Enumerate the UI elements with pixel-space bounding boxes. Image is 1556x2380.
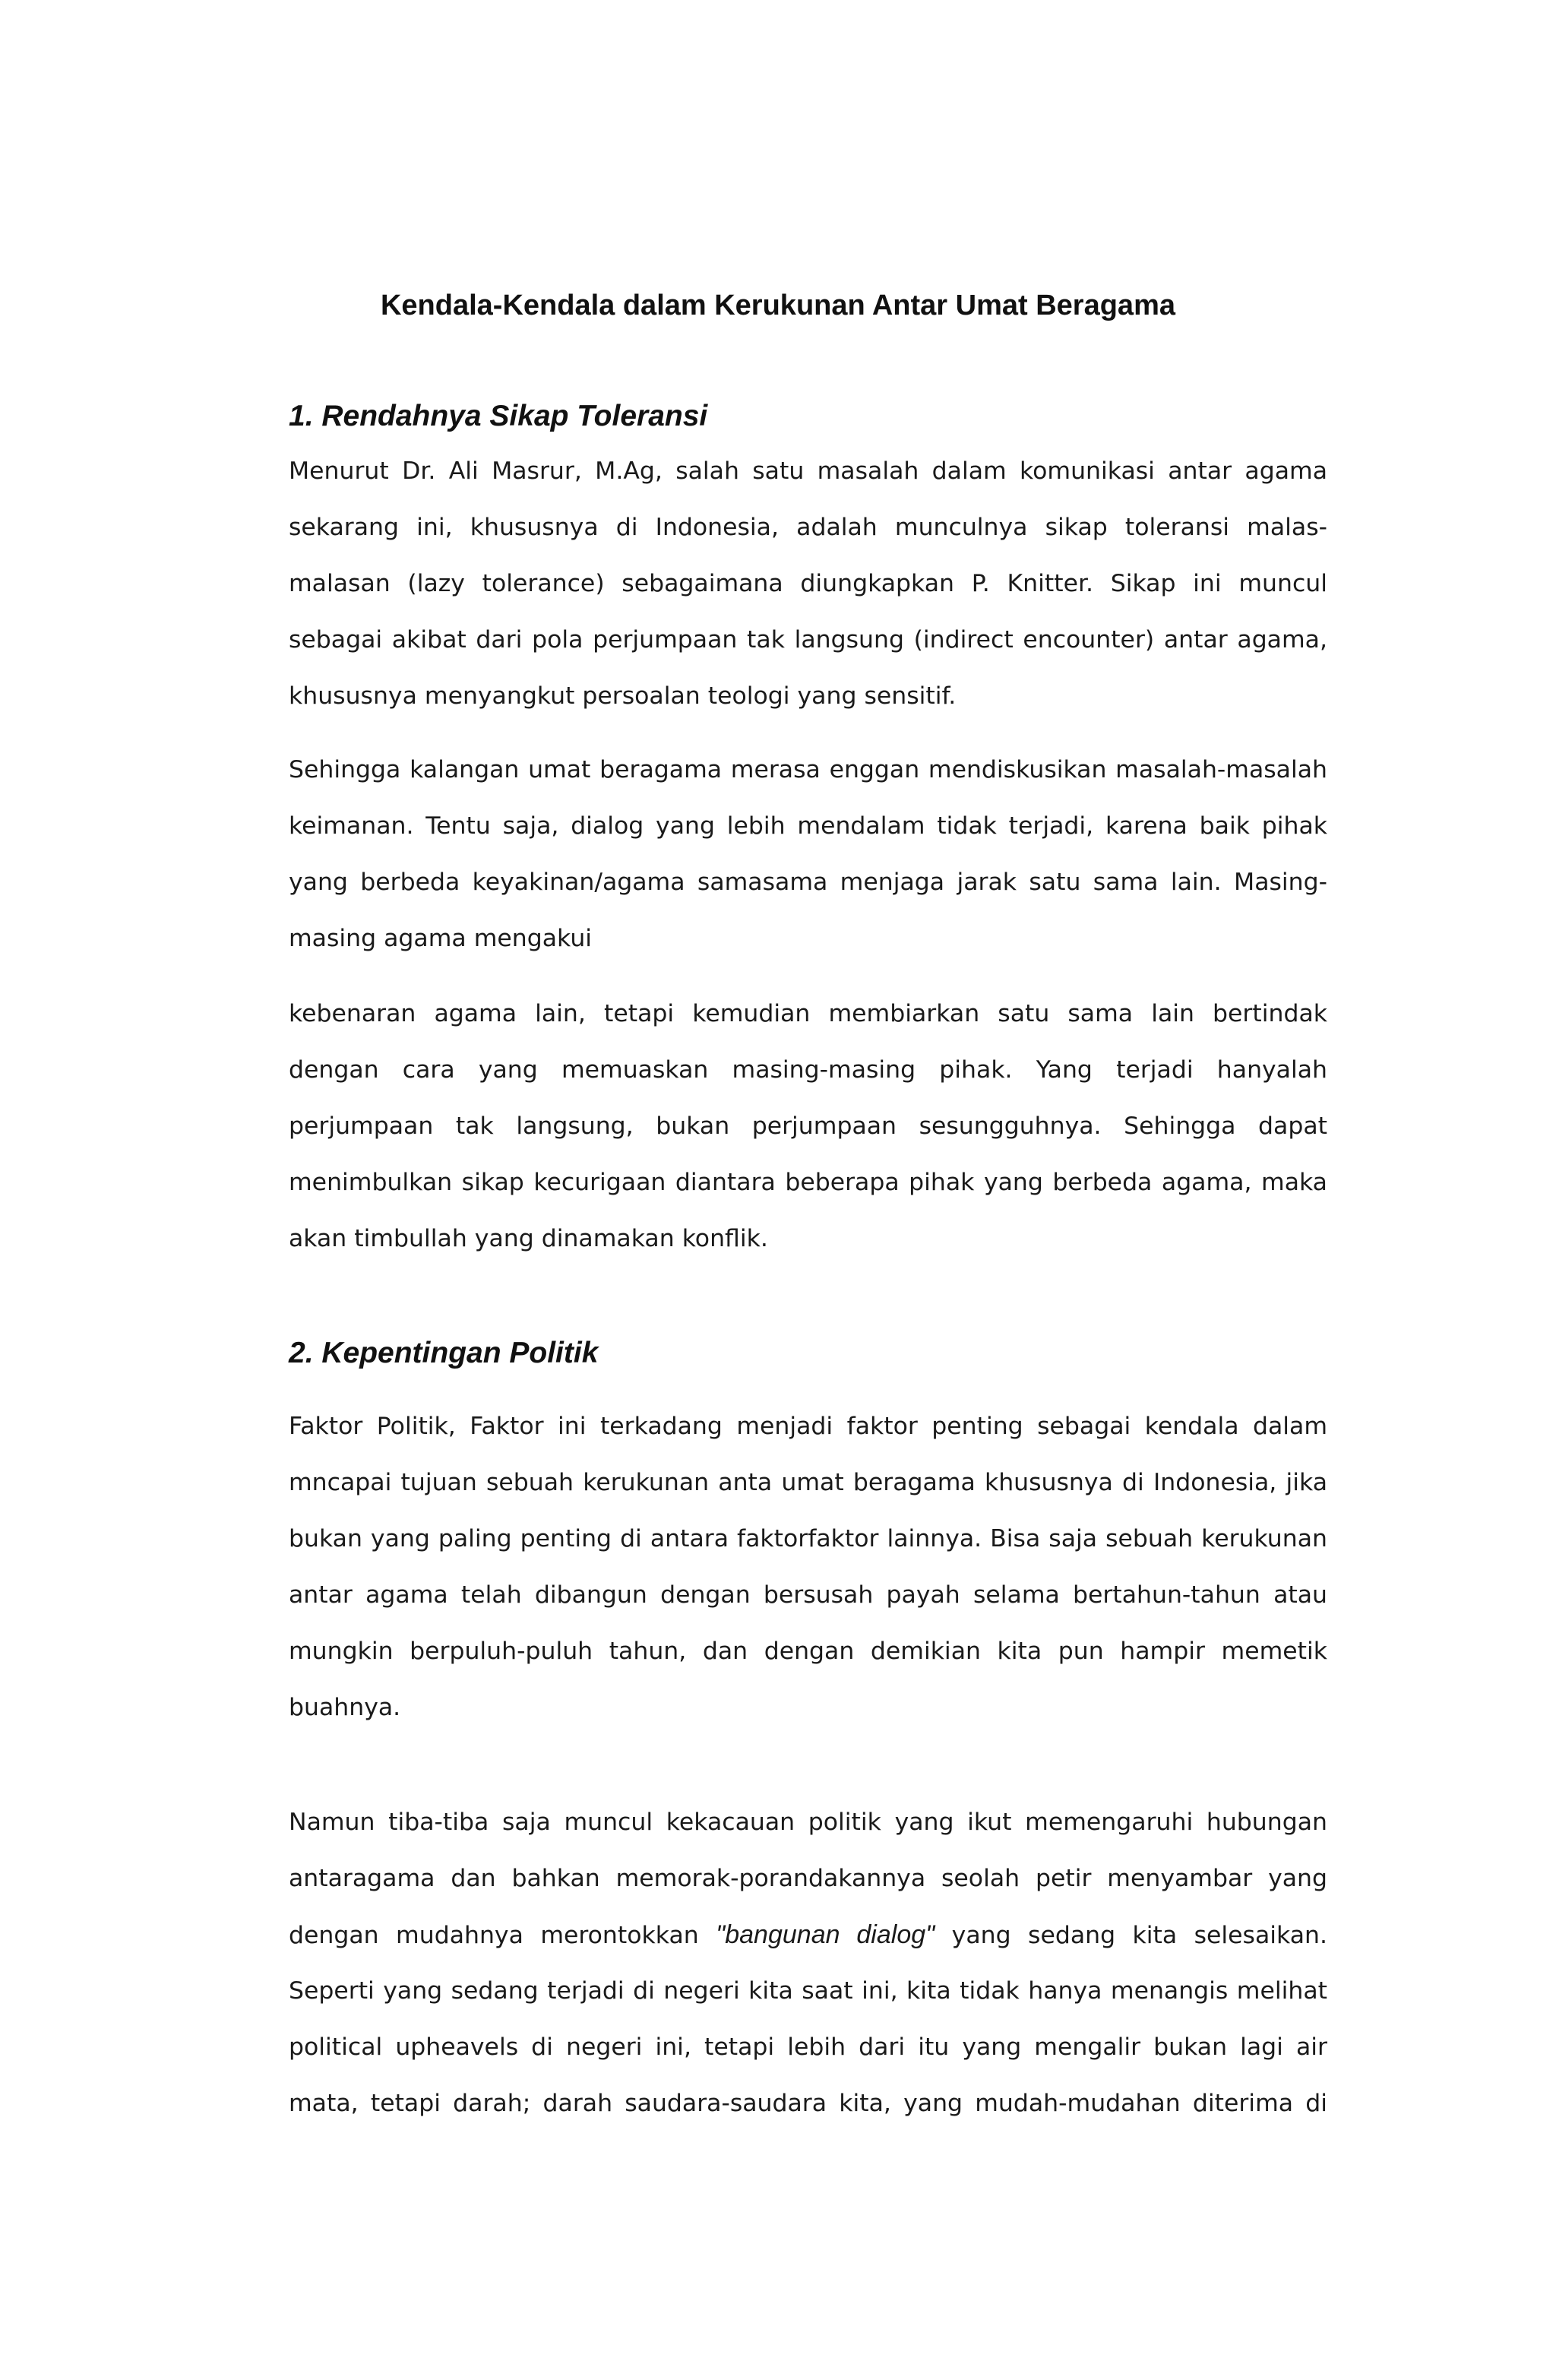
text-segment: dengan mudahnya merontokkan <box>289 1922 716 1949</box>
text-line-with-emphasis <box>289 1907 1327 1963</box>
text-line: dengan cara yang memuaskan masing-masing pihak. Yang terjadi hanyalah <box>289 1056 1327 1084</box>
section-2-paragraph-2 <box>289 1794 1327 2132</box>
text-line: Namun tiba-tiba saja muncul kekacauan politik yang ikut memengaruhi hubungan <box>289 1809 1327 1836</box>
section-1-heading: 1. Rendahnya Sikap Toleransi <box>289 400 708 432</box>
text-line: Menurut Dr. Ali Masrur, M.Ag, salah satu masalah dalam komunikasi antar agama <box>289 457 1327 485</box>
text-line: mungkin berpuluh-puluh tahun, dan dengan demikian kita pun hampir memetik <box>289 1638 1327 1665</box>
text-line: sekarang ini, khususnya di Indonesia, adalah munculnya sikap toleransi malas- <box>289 514 1327 541</box>
text-line: malasan (lazy tolerance) sebagaimana diungkapkan P. Knitter. Sikap ini muncul <box>289 570 1327 597</box>
text-line: political upheavels di negeri ini, tetapi lebih dari itu yang mengalir bukan lagi air <box>289 2033 1327 2061</box>
text-line: buahnya. <box>289 1694 401 1721</box>
section-1-paragraph-2 <box>289 742 1327 967</box>
text-segment: yang sedang kita selesaikan. <box>935 1922 1327 1949</box>
text-line: antar agama telah dibangun dengan bersusah payah selama bertahun-tahun atau <box>289 1581 1327 1609</box>
text-line: yang berbeda keyakinan/agama samasama menjaga jarak satu sama lain. Masing- <box>289 869 1327 896</box>
text-line: masing agama mengakui <box>289 925 593 952</box>
text-line: kebenaran agama lain, tetapi kemudian membiarkan satu sama lain bertindak <box>289 1000 1327 1027</box>
text-line: Faktor Politik, Faktor ini terkadang menjadi faktor penting sebagai kendala dalam <box>289 1413 1327 1440</box>
text-line: mncapai tujuan sebuah kerukunan anta umat beragama khususnya di Indonesia, jika <box>289 1469 1327 1496</box>
text-line: bukan yang paling penting di antara faktorfaktor lainnya. Bisa saja sebuah kerukunan <box>289 1525 1327 1552</box>
text-line: perjumpaan tak langsung, bukan perjumpaan sesungguhnya. Sehingga dapat <box>289 1112 1327 1140</box>
page-title: Kendala-Kendala dalam Kerukunan Antar Umat Beragama <box>380 290 1175 321</box>
text-line: akan timbullah yang dinamakan konflik. <box>289 1225 768 1252</box>
section-2-paragraph-1 <box>289 1398 1327 1736</box>
section-1-paragraph-1 <box>289 443 1327 724</box>
section-2-heading: 2. Kepentingan Politik <box>289 1337 599 1369</box>
text-line: Sehingga kalangan umat beragama merasa enggan mendiskusikan masalah-masalah <box>289 756 1327 783</box>
text-line: menimbulkan sikap kecurigaan diantara beberapa pihak yang berbeda agama, maka <box>289 1169 1327 1196</box>
text-line: keimanan. Tentu saja, dialog yang lebih mendalam tidak terjadi, karena baik pihak <box>289 812 1327 840</box>
text-line: antaragama dan bahkan memorak-porandakannya seolah petir menyambar yang <box>289 1865 1327 1892</box>
text-line: sebagai akibat dari pola perjumpaan tak langsung (indirect encounter) antar agama, <box>289 626 1327 654</box>
emphasized-quote: "bangunan dialog" <box>716 1920 935 1949</box>
text-line: khususnya menyangkut persoalan teologi yang sensitif. <box>289 682 957 710</box>
section-1-paragraph-3 <box>289 986 1327 1267</box>
text-line: Seperti yang sedang terjadi di negeri kita saat ini, kita tidak hanya menangis melihat <box>289 1977 1327 2005</box>
text-line: mata, tetapi darah; darah saudara-saudara kita, yang mudah-mudahan diterima di <box>289 2090 1327 2117</box>
